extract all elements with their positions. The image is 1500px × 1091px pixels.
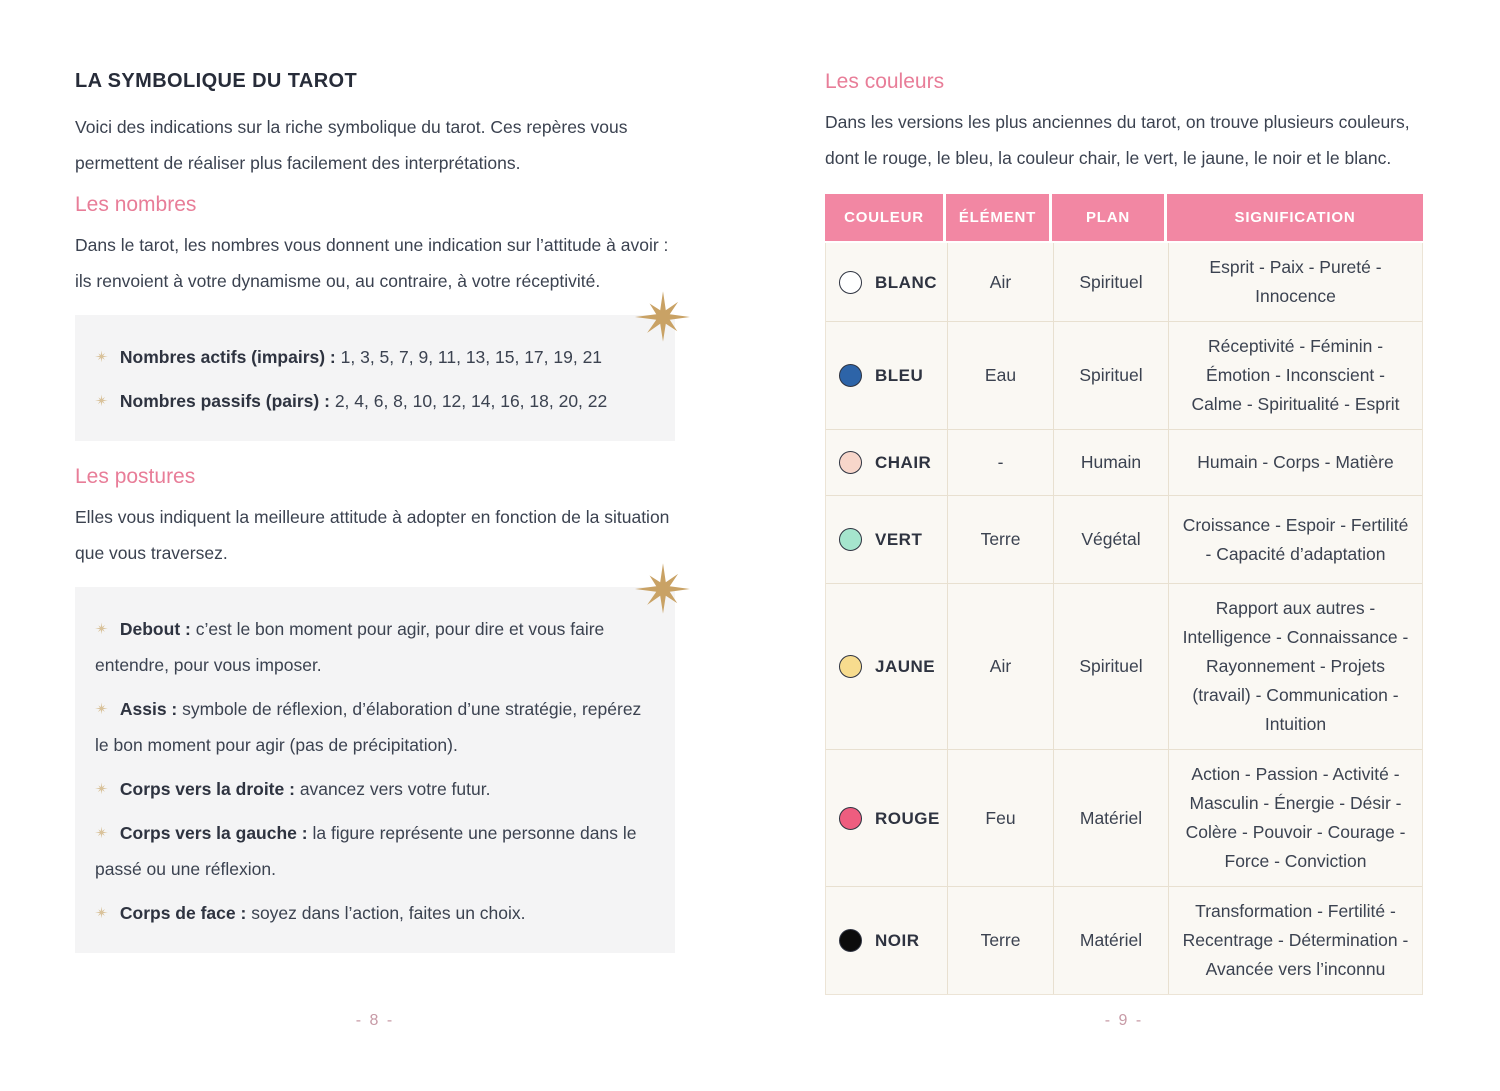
color-swatch	[839, 528, 862, 551]
table-row	[826, 429, 1422, 495]
starburst-icon	[635, 561, 691, 617]
cell-signification: Esprit - Paix - Pureté - Innocence	[1168, 243, 1422, 321]
cell-element: -	[947, 430, 1053, 495]
table-header-row	[825, 194, 1423, 241]
starburst-icon	[635, 289, 691, 345]
column-header-signification: SIGNIFICATION	[1167, 194, 1423, 241]
table-row	[826, 749, 1422, 886]
color-name: CHAIR	[875, 453, 932, 472]
color-swatch	[839, 655, 862, 678]
list-item-label: Corps de face :	[119, 903, 247, 923]
star-bullet-icon	[95, 622, 108, 635]
cell-plan: Spirituel	[1053, 322, 1168, 429]
list-item	[95, 691, 649, 763]
couleurs-intro: Dans les versions les plus anciennes du tarot, on trouve plusieurs couleurs, dont le rouge, le bleu, la couleur chair, le vert, le jaune, le noir et le blanc.	[825, 112, 1410, 168]
color-name: BLANC	[875, 272, 937, 292]
list-item	[95, 611, 649, 683]
cell-plan: Spirituel	[1053, 584, 1168, 749]
color-name: VERT	[875, 530, 923, 549]
cell-couleur	[826, 243, 947, 321]
star-bullet-icon	[95, 906, 108, 919]
page-left	[75, 70, 675, 977]
cell-plan: Matériel	[1053, 887, 1168, 994]
list-item-label: Nombres passifs (pairs) :	[119, 391, 330, 411]
cell-element: Air	[947, 584, 1053, 749]
color-swatch	[839, 364, 862, 387]
list-item-text: la figure représente une personne dans le passé ou une réflexion.	[95, 823, 637, 879]
cell-plan: Spirituel	[1053, 243, 1168, 321]
list-item-text: 2, 4, 6, 8, 10, 12, 14, 16, 18, 20, 22	[334, 391, 608, 411]
cell-element: Feu	[947, 750, 1053, 886]
table-row	[826, 583, 1422, 749]
cell-element: Terre	[947, 887, 1053, 994]
section-heading-postures: Les postures	[75, 465, 196, 488]
star-bullet-icon	[95, 702, 108, 715]
column-header-couleur: COULEUR	[825, 194, 943, 241]
list-item-text: symbole de réflexion, d’élaboration d’une stratégie, repérez le bon moment pour agir (pas de précipitation).	[95, 699, 642, 755]
column-header-plan: PLAN	[1052, 194, 1164, 241]
list-item-text: 1, 3, 5, 7, 9, 11, 13, 15, 17, 19, 21	[340, 347, 603, 367]
table-row	[826, 495, 1422, 583]
list-item	[95, 815, 649, 887]
cell-signification: Humain - Corps - Matière	[1168, 430, 1422, 495]
section-body-postures: Elles vous indiquent la meilleure attitude à adopter en fonction de la situation que vous traversez.	[75, 507, 670, 563]
cell-signification: Croissance - Espoir - Fertilité - Capacité d’adaptation	[1168, 496, 1422, 583]
page-number-left: - 8 -	[355, 1012, 395, 1029]
section-body-nombres: Dans le tarot, les nombres vous donnent une indication sur l’attitude à avoir : ils renvoient à votre dynamisme ou, au contraire, à votre réceptivité.	[75, 235, 669, 291]
page-number-right: - 9 -	[1104, 1012, 1144, 1029]
cell-plan: Humain	[1053, 430, 1168, 495]
color-name: BLEU	[875, 366, 924, 385]
cell-couleur	[826, 584, 947, 749]
color-name: ROUGE	[875, 808, 940, 828]
table-row	[826, 886, 1422, 994]
list-item	[95, 339, 649, 375]
cell-signification: Réceptivité - Féminin - Émotion - Inconscient - Calme - Spiritualité - Esprit	[1168, 322, 1422, 429]
cell-plan: Matériel	[1053, 750, 1168, 886]
page-title: LA SYMBOLIQUE DU TAROT	[75, 70, 358, 92]
star-bullet-icon	[95, 394, 108, 407]
section-heading-couleurs: Les couleurs	[825, 70, 945, 93]
list-item-label: Corps vers la droite :	[119, 779, 295, 799]
cell-signification: Transformation - Fertilité - Recentrage - Détermination - Avancée vers l’inconnu	[1168, 887, 1422, 994]
list-item	[95, 771, 649, 807]
color-name: NOIR	[875, 931, 920, 950]
postures-box	[75, 587, 675, 953]
cell-element: Air	[947, 243, 1053, 321]
list-item-text: c’est le bon moment pour agir, pour dire et vous faire entendre, pour vous imposer.	[95, 619, 605, 675]
color-swatch	[839, 807, 862, 830]
cell-couleur	[826, 887, 947, 994]
list-item	[95, 895, 649, 931]
table-body	[825, 243, 1423, 995]
cell-element: Terre	[947, 496, 1053, 583]
list-item-label: Corps vers la gauche :	[119, 823, 308, 843]
cell-signification: Action - Passion - Activité - Masculin - Énergie - Désir - Colère - Pouvoir - Courage - Force - Conviction	[1168, 750, 1422, 886]
cell-plan: Végétal	[1053, 496, 1168, 583]
star-bullet-icon	[95, 350, 108, 363]
list-item-label: Nombres actifs (impairs) :	[119, 347, 336, 367]
list-item-label: Assis :	[119, 699, 178, 719]
table-row	[826, 321, 1422, 429]
color-swatch	[839, 271, 862, 294]
cell-signification: Rapport aux autres - Intelligence - Connaissance - Rayonnement - Projets (travail) - Communication - Intuition	[1168, 584, 1422, 749]
page-right	[825, 70, 1423, 995]
column-header-element: ÉLÉMENT	[946, 194, 1049, 241]
star-bullet-icon	[95, 826, 108, 839]
cell-couleur	[826, 496, 947, 583]
color-name: JAUNE	[875, 657, 936, 676]
star-bullet-icon	[95, 782, 108, 795]
list-item	[95, 383, 649, 419]
list-item-label: Debout :	[119, 619, 191, 639]
colors-table	[825, 194, 1423, 995]
cell-couleur	[826, 750, 947, 886]
list-item-text: soyez dans l’action, faites un choix.	[251, 903, 526, 923]
cell-element: Eau	[947, 322, 1053, 429]
cell-couleur	[826, 430, 947, 495]
color-swatch	[839, 929, 862, 952]
table-row	[826, 243, 1422, 321]
list-item-text: avancez vers votre futur.	[299, 779, 491, 799]
intro-paragraph: Voici des indications sur la riche symbolique du tarot. Ces repères vous permettent de réaliser plus facilement des interprétations.	[75, 117, 628, 173]
color-swatch	[839, 451, 862, 474]
nombres-box	[75, 315, 675, 441]
cell-couleur	[826, 322, 947, 429]
section-heading-nombres: Les nombres	[75, 193, 197, 216]
